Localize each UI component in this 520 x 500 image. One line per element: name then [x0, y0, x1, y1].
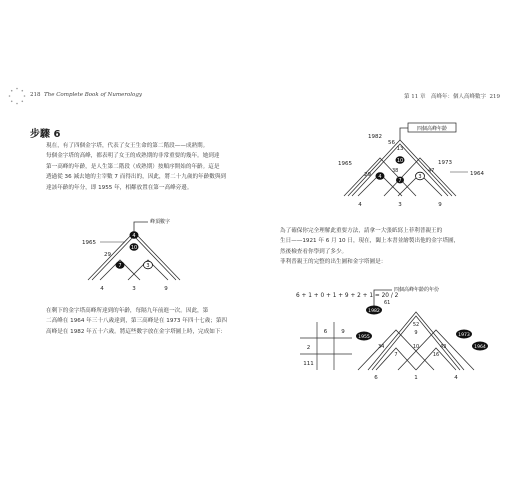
year-left: 1955	[358, 335, 370, 340]
ornament-icon	[8, 87, 26, 105]
age-47: 47	[428, 168, 435, 174]
num-7: 7	[394, 352, 398, 358]
peak-number-diagram	[80, 210, 210, 295]
paragraph-3	[280, 226, 480, 268]
num-10: 10	[412, 344, 420, 350]
para-line: 現在，有了四個金字塔，代表了女王生命的第二階段——成熟期。	[46, 143, 209, 149]
num-left: 4	[378, 174, 382, 180]
callout-peak-label: 峰頂數字	[150, 219, 171, 225]
birth-chart-grid	[300, 322, 352, 370]
step-heading: 步驟 6	[30, 129, 61, 140]
para-line: 達該年齡的年分，即 1955 年，相鄰放置在第一高峰旁邊。	[46, 184, 193, 191]
year-right1: 1973	[438, 160, 452, 166]
para-line: 二高峰在 1964 年三十八歲達到，第三高峰是在 1973 年四十七歲；第四	[46, 318, 228, 325]
diagram-age: 29	[104, 252, 111, 258]
para-line: 第一高峰的年齡，是人生第二階段（成熟期）按順序開始的年齡。這是	[46, 163, 220, 170]
mid-num: 10	[396, 158, 404, 164]
base-middle: 1	[414, 375, 418, 381]
four-peak-ages-diagram	[338, 118, 498, 210]
grid-cell: 111	[303, 361, 314, 367]
left-header-title: The Complete Book of Numerology	[44, 92, 143, 98]
left-page-number: 218	[30, 92, 41, 98]
grid-cell: 2	[306, 345, 311, 351]
year-top: 1982	[368, 134, 382, 140]
grid-cell: 9	[341, 329, 345, 335]
age-61: 61	[384, 300, 391, 306]
para-line: 然後檢查看你學到了多少。	[280, 248, 348, 255]
base-left: 4	[358, 202, 362, 208]
diagram-year: 1965	[82, 240, 96, 246]
num-52: 52	[412, 322, 420, 328]
left-page-header	[30, 92, 142, 98]
peak-number-7: 7	[118, 263, 122, 269]
para-line: 高峰是在 1982 年五十六歲。將這些數字放在金字塔圖上時，完成如下：	[46, 328, 227, 335]
age-38: 38	[392, 168, 399, 174]
num-7: 7	[398, 178, 402, 184]
paragraph-1	[46, 141, 242, 193]
right-page-number: 219	[489, 94, 500, 100]
base-middle: 3	[398, 202, 402, 208]
age-34: 34	[378, 344, 385, 350]
grid-cell: 6	[323, 329, 328, 335]
peak-number-10: 10	[130, 245, 138, 251]
callout-peak-years: 四個高峰年齡的年份	[394, 287, 440, 293]
base-left: 4	[100, 286, 104, 292]
right-page-header	[404, 92, 500, 100]
age-43: 43	[440, 344, 447, 350]
callout-four-peak-ages: 四個高峰年齡	[416, 126, 448, 132]
right-page	[260, 0, 520, 500]
year-left: 1965	[338, 161, 352, 167]
year-right2: 1964	[474, 345, 486, 350]
para-line: 在剩下的金字塔高峰所達到的年齡，每隔九年前進一次。因此，第	[46, 308, 209, 314]
right-header-title: 第 11 章 高峰年：個人高峰數字	[404, 94, 486, 100]
paragraph-2	[46, 306, 242, 337]
peak-top-year: 1982	[368, 309, 380, 314]
num-16: 16	[432, 352, 440, 358]
peak-number-4: 4	[132, 233, 136, 239]
peak-number-3: 3	[146, 263, 150, 269]
base-right: 4	[454, 375, 458, 381]
year-right: 1973	[458, 333, 470, 338]
para-line: 生日——1921 年 6 月 10 日，現在，闔上本書並繪製出他的金字塔圖，	[280, 238, 460, 245]
base-left: 6	[374, 375, 378, 381]
prince-philip-pyramid	[356, 282, 520, 382]
age-top: 56	[388, 140, 395, 146]
para-line: 菲利普親王的完整的出生圖和金字塔圖是：	[280, 259, 387, 266]
para-line: 每個金字塔的高峰，都表明了女王的成熟期的非常重要的幾年。她到達	[46, 153, 220, 160]
birth-equation: 6 + 1 + 0 + 1 + 9 + 2 + 1 = 20 / 2	[296, 293, 399, 299]
age-left: 29	[364, 172, 371, 178]
year-right2: 1964	[470, 171, 484, 177]
base-middle: 3	[132, 286, 136, 292]
para-line: 透過從 36 減去她的主宰數 7 而得出的，因此，將二十九歲的年齡數與到	[46, 174, 227, 181]
para-line: 為了確保你完全理解此重要方法，請拿一大張紙寫上菲利普親王的	[280, 228, 443, 234]
num-right-3: 3	[418, 174, 422, 180]
num-top: 13	[396, 146, 404, 152]
base-right: 9	[438, 202, 442, 208]
base-right: 9	[164, 286, 168, 292]
num-9: 9	[414, 330, 418, 336]
